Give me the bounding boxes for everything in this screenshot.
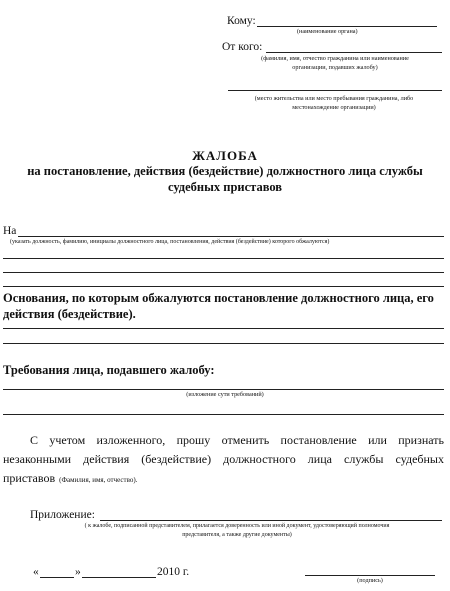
grounds-field-line-2[interactable]: [3, 343, 444, 344]
from-label: От кого:: [222, 41, 263, 53]
date-day-line[interactable]: [40, 577, 74, 578]
document-subtitle-line1: на постановление, действия (бездействие) должностного лица службы: [27, 164, 423, 178]
from-field-line[interactable]: [266, 52, 442, 53]
date-year: 2010 г.: [157, 566, 190, 578]
grounds-heading-line1: Основания, по которым обжалуются постановление должностного лица, его: [3, 291, 434, 305]
attachment-hint-line2: представителя, а также другие документы): [182, 532, 292, 538]
to-field-line[interactable]: [257, 26, 437, 27]
address-hint-line2: местонахождение организации): [292, 104, 376, 111]
on-field-line-3[interactable]: [3, 272, 444, 273]
attachment-label: Приложение:: [30, 509, 95, 521]
on-field-line-4[interactable]: [3, 286, 444, 287]
on-label: На: [3, 225, 17, 237]
date-open-quote: «: [33, 566, 39, 578]
request-line1: С учетом изложенного, прошу отменить постановление или признать: [30, 433, 444, 447]
from-hint-line1: (фамилия, имя, отчество гражданина или наименование: [261, 55, 409, 62]
to-label: Кому:: [227, 15, 256, 27]
signature-hint: (подпись): [357, 577, 383, 584]
requirements-field-line-1[interactable]: [3, 389, 444, 390]
date-close-quote: »: [75, 566, 81, 578]
to-hint: (наименование органа): [297, 28, 358, 35]
document-subtitle-line2: судебных приставов: [167, 180, 283, 194]
address-hint-line1: (место жительства или место пребывания гражданина, либо: [254, 95, 414, 102]
requirements-field-line-2[interactable]: [3, 414, 444, 415]
from-hint-line2: организации, подавших жалобу): [292, 64, 378, 71]
grounds-heading-line2: действия (бездействие).: [3, 307, 136, 321]
signature-line[interactable]: [305, 575, 435, 576]
request-line2: незаконными действия (бездействие) должностного лица службы судебных: [3, 452, 444, 466]
request-line3: [3, 469, 137, 488]
on-hint: (указать должность, фамилию, инициалы должностного лица, постановления, действия (бездействие) которого обжалуются): [10, 239, 330, 245]
request-line3-main: приставов: [3, 471, 56, 485]
address-field-line[interactable]: [228, 90, 442, 91]
grounds-field-line-1[interactable]: [3, 328, 444, 329]
requirements-hint: (изложение сути требований): [186, 391, 264, 398]
attachment-hint-line1: ( к жалобе, подписанной представителем, прилагается доверенность или иной документ, удостоверяющий полномочия: [84, 523, 390, 529]
on-field-line[interactable]: [18, 236, 444, 237]
request-line3-small: (Фамилия, имя, отчество).: [59, 476, 138, 484]
attachment-field-line[interactable]: [100, 520, 442, 521]
on-field-line-2[interactable]: [3, 258, 444, 259]
date-month-line[interactable]: [82, 577, 156, 578]
requirements-heading: Требования лица, подавшего жалобу:: [3, 363, 215, 377]
document-title: ЖАЛОБА: [192, 148, 258, 163]
